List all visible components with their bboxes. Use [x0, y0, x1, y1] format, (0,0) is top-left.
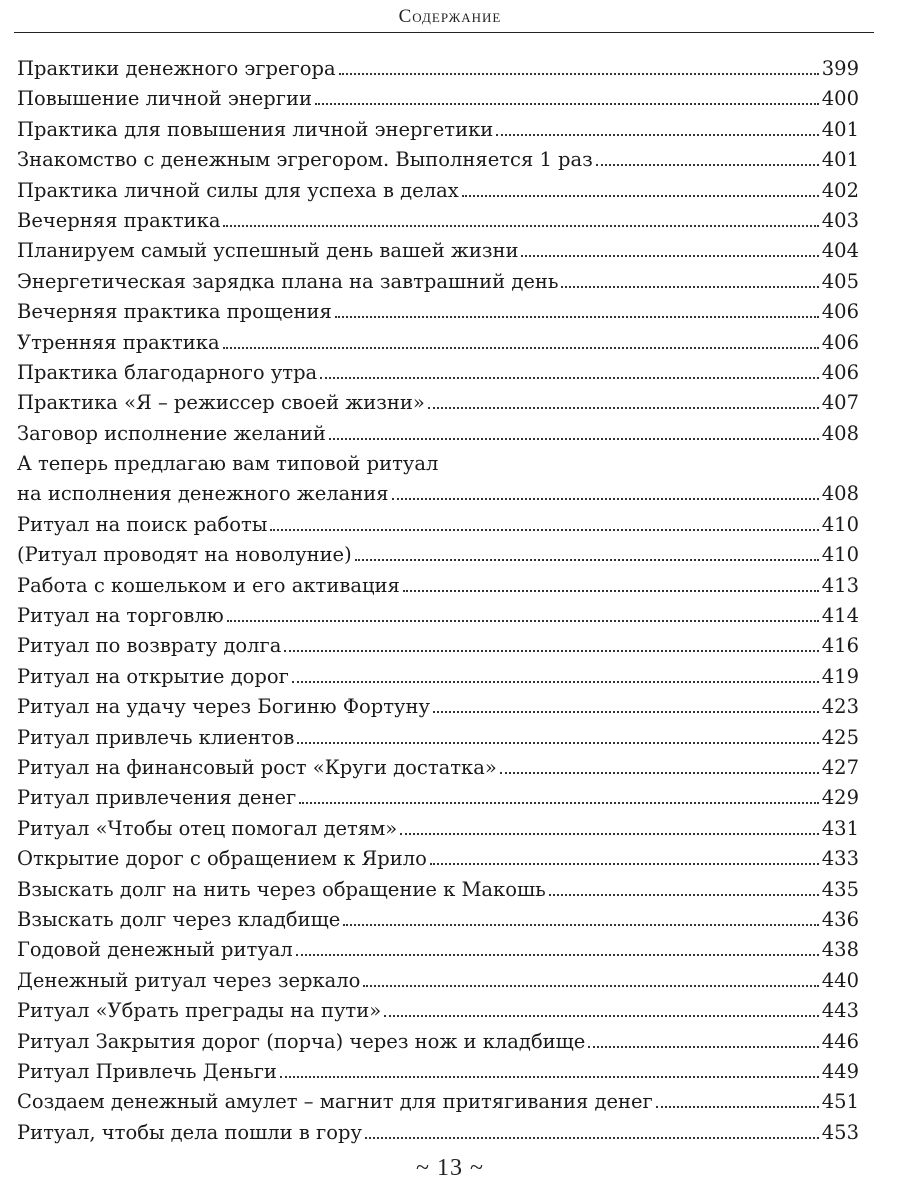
page-number: ~ 13 ~ — [416, 1155, 484, 1181]
toc-entry-page: 451 — [821, 1090, 859, 1114]
toc-entry — [17, 753, 859, 783]
toc-leader-dots — [299, 802, 819, 804]
toc-entry-title: Вечерняя практика прощения — [17, 300, 332, 324]
toc-leader-dots — [462, 195, 819, 197]
toc-leader-dots — [296, 954, 819, 956]
toc-entry — [17, 297, 859, 327]
toc-entry — [17, 328, 859, 358]
toc-entry-title: Ритуал на поиск работы — [17, 512, 268, 536]
toc-leader-dots — [365, 1137, 819, 1139]
toc-leader-dots — [430, 863, 819, 865]
toc-leader-dots — [223, 347, 819, 349]
toc-entry-page: 410 — [821, 512, 859, 536]
toc-entry — [17, 692, 859, 722]
toc-leader-dots — [315, 103, 819, 105]
toc-entry-title: Ритуал «Убрать преграды на пути» — [17, 999, 382, 1023]
toc-leader-dots — [335, 316, 819, 318]
toc-leader-dots — [227, 620, 819, 622]
toc-leader-dots — [270, 529, 818, 531]
toc-leader-dots — [384, 1015, 819, 1017]
toc-leader-dots — [433, 711, 819, 713]
toc-entry-page: 423 — [821, 695, 859, 719]
toc-leader-dots — [521, 255, 818, 257]
toc-entry — [17, 996, 859, 1026]
toc-entry-title: Знакомство с денежным эгрегором. Выполняется 1 раз — [17, 148, 593, 172]
toc-leader-dots — [292, 681, 819, 683]
toc-entry-page: 402 — [821, 178, 859, 202]
toc-entry — [17, 844, 859, 874]
toc-entry — [17, 176, 859, 206]
toc-entry — [17, 449, 859, 479]
toc-entry — [17, 1118, 859, 1148]
toc-entry-page: 406 — [821, 300, 859, 324]
toc-leader-dots — [561, 286, 818, 288]
toc-entry-title: Энергетическая зарядка плана на завтрашний день — [17, 269, 559, 293]
toc-entry — [17, 236, 859, 266]
toc-entry-title: Вечерняя практика — [17, 208, 221, 232]
toc-entry-page: 416 — [821, 634, 859, 658]
toc-entry — [17, 1087, 859, 1117]
toc-leader-dots — [400, 833, 819, 835]
toc-entry — [17, 783, 859, 813]
toc-entry-page: 407 — [821, 391, 859, 415]
toc-entry-page: 414 — [821, 604, 859, 628]
toc-entry-title: Повышение личной энергии — [17, 87, 313, 111]
toc-entry — [17, 723, 859, 753]
toc-entry — [17, 935, 859, 965]
toc-entry-title: Работа с кошельком и его активация — [17, 573, 400, 597]
toc-entry — [17, 875, 859, 905]
toc-leader-dots — [496, 134, 819, 136]
toc-leader-dots — [392, 498, 819, 500]
table-of-contents — [17, 54, 859, 1148]
toc-entry — [17, 966, 859, 996]
toc-entry-title: А теперь предлагаю вам типовой ритуал — [17, 452, 439, 476]
toc-entry-title: Практика «Я – режиссер своей жизни» — [17, 391, 425, 415]
toc-entry-title: Практика личной силы для успеха в делах — [17, 178, 459, 202]
toc-entry-page: 400 — [821, 87, 859, 111]
toc-entry-title: Практика для повышения личной энергетики — [17, 117, 494, 141]
toc-entry — [17, 358, 859, 388]
toc-entry — [17, 388, 859, 418]
toc-entry-page: 405 — [821, 269, 859, 293]
toc-leader-dots — [588, 1046, 818, 1048]
toc-entry-page: 449 — [821, 1059, 859, 1083]
toc-entry — [17, 267, 859, 297]
toc-entry-title: Ритуал привлечь клиентов — [17, 725, 295, 749]
header-title: Содержание — [398, 6, 502, 27]
toc-entry-page: 436 — [821, 907, 859, 931]
toc-entry-title: Планируем самый успешный день вашей жизни — [17, 239, 519, 263]
toc-entry-page: 435 — [821, 877, 859, 901]
toc-entry-page: 413 — [821, 573, 859, 597]
toc-leader-dots — [320, 377, 819, 379]
toc-entry — [17, 115, 859, 145]
toc-entry-title: Взыскать долг на нить через обращение к Макошь — [17, 877, 546, 901]
toc-leader-dots — [596, 164, 819, 166]
toc-entry — [17, 905, 859, 935]
toc-entry-title: Взыскать долг через кладбище — [17, 907, 341, 931]
toc-entry-page: 425 — [821, 725, 859, 749]
toc-entry-title: Открытие дорог с обращением к Ярило — [17, 847, 427, 871]
toc-entry-page: 419 — [821, 664, 859, 688]
toc-entry-title: на исполнения денежного желания — [17, 482, 389, 506]
toc-entry — [17, 510, 859, 540]
toc-entry-title: Создаем денежный амулет – магнит для притягивания денег — [17, 1090, 653, 1114]
toc-entry-page: 406 — [821, 330, 859, 354]
toc-entry — [17, 662, 859, 692]
toc-entry-page: 427 — [821, 755, 859, 779]
toc-entry — [17, 419, 859, 449]
toc-entry-page: 429 — [821, 786, 859, 810]
toc-entry-page: 443 — [821, 999, 859, 1023]
toc-leader-dots — [549, 894, 819, 896]
toc-entry-page: 406 — [821, 360, 859, 384]
toc-entry-title: Практики денежного эгрегора — [17, 57, 336, 80]
toc-entry-page: 431 — [821, 816, 859, 840]
toc-entry-title: Ритуал на финансовый рост «Круги достатка» — [17, 755, 497, 779]
toc-entry — [17, 601, 859, 631]
toc-entry-page: 408 — [821, 482, 859, 506]
toc-leader-dots — [280, 1076, 819, 1078]
toc-leader-dots — [284, 650, 818, 652]
toc-entry-page: 433 — [821, 847, 859, 871]
toc-entry-page: 410 — [821, 543, 859, 567]
toc-entry-page: 438 — [821, 938, 859, 962]
toc-leader-dots — [656, 1106, 819, 1108]
toc-entry-title: Утренняя практика — [17, 330, 220, 354]
toc-entry — [17, 84, 859, 114]
toc-entry-title: Ритуал, чтобы дела пошли в гору — [17, 1120, 362, 1144]
toc-entry-page: 404 — [821, 239, 859, 263]
toc-entry-page: 401 — [821, 148, 859, 172]
toc-entry-page: 453 — [821, 1120, 859, 1144]
toc-leader-dots — [223, 225, 818, 227]
header-rule — [14, 32, 874, 33]
toc-entry-title: Денежный ритуал через зеркало — [17, 968, 361, 992]
toc-leader-dots — [363, 985, 818, 987]
toc-entry — [17, 206, 859, 236]
toc-entry-page: 403 — [821, 208, 859, 232]
toc-entry-page: 446 — [821, 1029, 859, 1053]
toc-leader-dots — [339, 73, 819, 75]
toc-leader-dots — [403, 590, 819, 592]
toc-entry — [17, 479, 859, 509]
toc-entry-title: Ритуал Закрытия дорог (порча) через нож и кладбище — [17, 1029, 586, 1053]
toc-entry — [17, 1057, 859, 1087]
toc-entry-title: Ритуал на открытие дорог — [17, 664, 289, 688]
toc-leader-dots — [428, 407, 819, 409]
toc-entry — [17, 1027, 859, 1057]
toc-entry-title: Ритуал по возврату долга — [17, 634, 282, 658]
toc-entry — [17, 145, 859, 175]
toc-entry-page: 399 — [821, 57, 859, 80]
toc-leader-dots — [500, 772, 819, 774]
toc-entry-title: (Ритуал проводят на новолуние) — [17, 543, 352, 567]
toc-entry-title: Практика благодарного утра — [17, 360, 318, 384]
toc-entry-page: 401 — [821, 117, 859, 141]
toc-leader-dots — [343, 924, 818, 926]
toc-leader-dots — [329, 438, 819, 440]
toc-entry-title: Заговор исполнение желаний — [17, 421, 326, 445]
toc-entry-title: Годовой денежный ритуал — [17, 938, 293, 962]
toc-entry-title: Ритуал на торговлю — [17, 604, 224, 628]
toc-entry — [17, 540, 859, 570]
toc-entry-page: 408 — [821, 421, 859, 445]
toc-leader-dots — [297, 742, 818, 744]
toc-entry-page: 440 — [821, 968, 859, 992]
toc-entry — [17, 814, 859, 844]
toc-entry — [17, 631, 859, 661]
toc-entry-title: Ритуал привлечения денег — [17, 786, 297, 810]
toc-entry — [17, 571, 859, 601]
toc-entry-title: Ритуал «Чтобы отец помогал детям» — [17, 816, 398, 840]
toc-entry-title: Ритуал Привлечь Деньги — [17, 1059, 277, 1083]
running-header — [0, 0, 900, 34]
toc-leader-dots — [355, 559, 819, 561]
toc-entry — [17, 54, 859, 84]
toc-entry-title: Ритуал на удачу через Богиню Фортуну — [17, 695, 430, 719]
